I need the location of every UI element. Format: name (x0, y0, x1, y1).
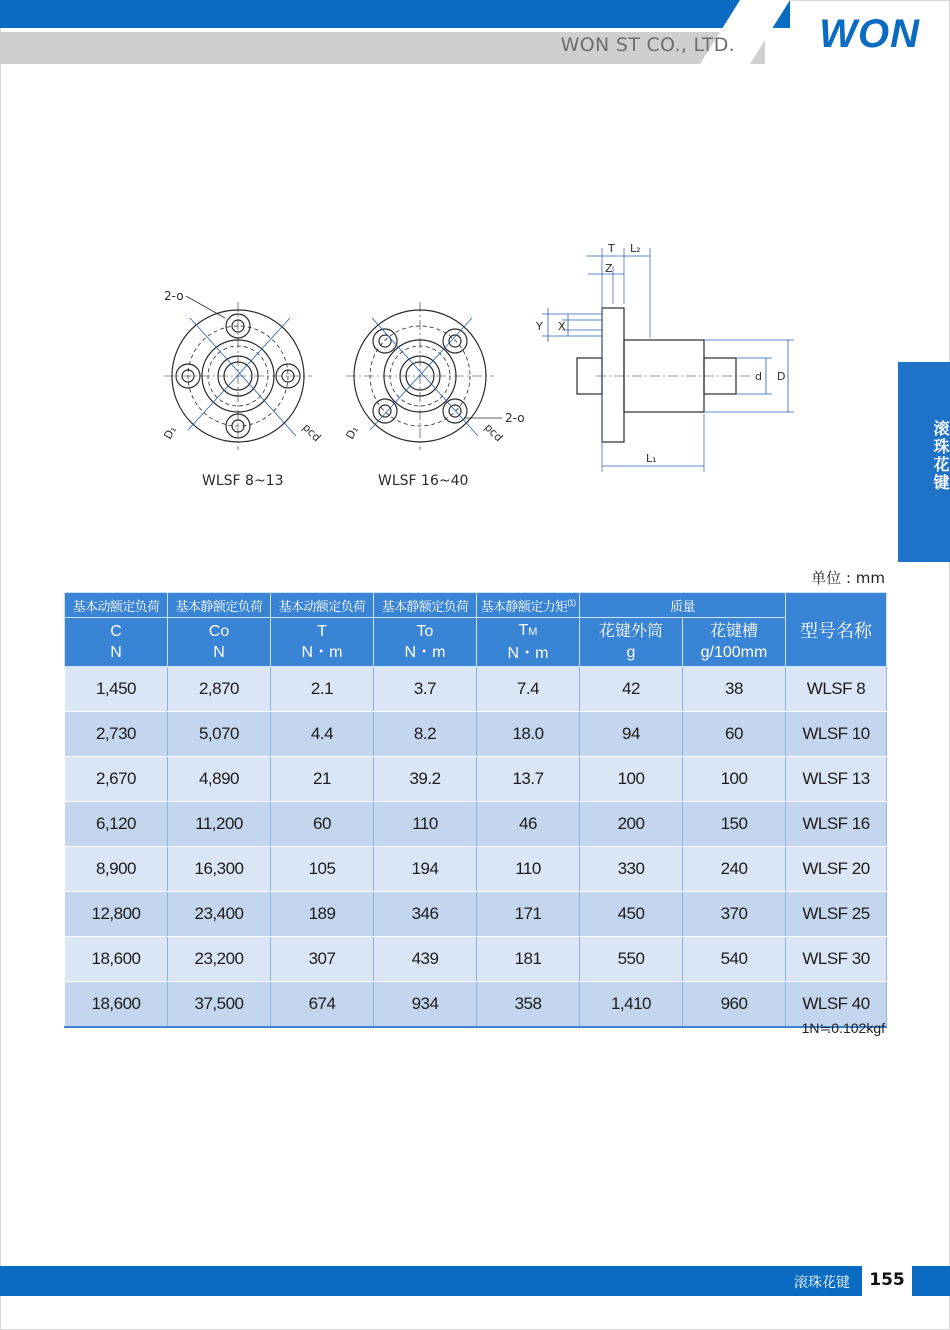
dim-d-label: d (755, 370, 762, 383)
cell: 3.7 (374, 667, 477, 712)
table-row (65, 757, 887, 802)
cell: 39.2 (374, 757, 477, 802)
cell: 38 (683, 667, 786, 712)
cell: 13.7 (477, 757, 580, 802)
cell: 7.4 (477, 667, 580, 712)
left-flange-view (164, 296, 312, 450)
cell: 150 (683, 802, 786, 847)
col-symbol-sub: M (528, 626, 538, 638)
cell: 358 (477, 982, 580, 1028)
header-col-t (271, 618, 374, 667)
col-symbol: 花键槽 (709, 623, 758, 640)
cell: 12,800 (65, 892, 168, 937)
cell: 550 (580, 937, 683, 982)
conversion-note: 1N≒0.102kgf (801, 1020, 885, 1036)
cell: 16,300 (168, 847, 271, 892)
cell: 1,410 (580, 982, 683, 1028)
cell: 110 (477, 847, 580, 892)
side-view (542, 248, 794, 472)
page-number: 155 (869, 1270, 905, 1290)
won-logo: WON (819, 12, 920, 56)
header-col-shaft-mass (683, 618, 786, 667)
header-col-tm (477, 618, 580, 667)
dim-t-label: T (608, 242, 615, 255)
cell: 23,400 (168, 892, 271, 937)
dim-x-label: X (558, 320, 566, 333)
cell: 450 (580, 892, 683, 937)
header-static-moment (477, 593, 580, 618)
header-col-outer-mass (580, 618, 683, 667)
cell: 60 (271, 802, 374, 847)
dim-l1-label: L₁ (646, 452, 657, 465)
cell: 18,600 (65, 982, 168, 1028)
header-blue-bar (0, 0, 790, 28)
table-row (65, 802, 887, 847)
col-symbol: C (110, 623, 122, 640)
cell: 21 (271, 757, 374, 802)
cell: 2.1 (271, 667, 374, 712)
cell: 94 (580, 712, 683, 757)
dim-l2-label: L₂ (630, 242, 641, 255)
cell: 37,500 (168, 982, 271, 1028)
cell: 18,600 (65, 937, 168, 982)
cell: 8,900 (65, 847, 168, 892)
cell: 110 (374, 802, 477, 847)
cell: WLSF 40 (786, 982, 887, 1028)
col-symbol: 花键外筒 (598, 623, 663, 640)
right-d1-label: D₁ (343, 423, 362, 442)
cell: 2,870 (168, 667, 271, 712)
right-model-label: WLSF 16~40 (378, 473, 469, 489)
cell: 5,070 (168, 712, 271, 757)
side-tab-label: 滚珠花键 (931, 420, 950, 492)
col-symbol: Co (208, 623, 230, 640)
cell: WLSF 16 (786, 802, 887, 847)
cell: 439 (374, 937, 477, 982)
cell: 8.2 (374, 712, 477, 757)
col-unit: N・m (404, 644, 446, 661)
cell: WLSF 20 (786, 847, 887, 892)
col-unit: N・m (507, 645, 549, 662)
col-unit: N (110, 644, 122, 661)
table-row (65, 667, 887, 712)
right-hole-label: 2-o (505, 411, 525, 425)
col-unit: g/100mm (700, 644, 768, 661)
left-hole-label: 2-o (164, 289, 184, 303)
cell: 1,450 (65, 667, 168, 712)
cell: 2,670 (65, 757, 168, 802)
cell: 540 (683, 937, 786, 982)
col-symbol: T (317, 623, 327, 640)
footer-section-label: 滚珠花键 (794, 1275, 850, 1291)
cell: 189 (271, 892, 374, 937)
cell: 100 (580, 757, 683, 802)
left-d1-label: D₁ (161, 423, 180, 442)
section-side-tab (898, 362, 950, 562)
cell: 18.0 (477, 712, 580, 757)
cell: 194 (374, 847, 477, 892)
cell: 307 (271, 937, 374, 982)
header-dynamic-torque: 基本动额定负荷 (271, 593, 374, 618)
cell: 4,890 (168, 757, 271, 802)
right-flange-view (346, 302, 502, 450)
header-mass: 质量 (580, 593, 786, 618)
table-row (65, 712, 887, 757)
right-pcd-label: pcd (481, 420, 506, 445)
spec-table (64, 592, 887, 1028)
cell: WLSF 25 (786, 892, 887, 937)
dim-z-label: Z (605, 262, 613, 275)
col-unit: N・m (301, 644, 343, 661)
header-model-name: 型号名称 (786, 593, 887, 667)
left-model-label: WLSF 8~13 (202, 473, 284, 489)
cell: WLSF 30 (786, 937, 887, 982)
header-moment-footnote: (1) (567, 598, 576, 608)
cell: 105 (271, 847, 374, 892)
cell: 4.4 (271, 712, 374, 757)
flange-drawing-svg (150, 240, 800, 500)
table-row (65, 937, 887, 982)
col-unit: N (213, 644, 225, 661)
dim-y-label: Y (536, 320, 543, 333)
cell: 23,200 (168, 937, 271, 982)
cell: 171 (477, 892, 580, 937)
table-row (65, 847, 887, 892)
cell: 100 (683, 757, 786, 802)
cell: 42 (580, 667, 683, 712)
cell: WLSF 10 (786, 712, 887, 757)
cell: 240 (683, 847, 786, 892)
company-name: WON ST CO., LTD. (560, 34, 735, 56)
cell: 370 (683, 892, 786, 937)
cell: 2,730 (65, 712, 168, 757)
header-col-to (374, 618, 477, 667)
table-row (65, 892, 887, 937)
cell: 934 (374, 982, 477, 1028)
header-col-co (168, 618, 271, 667)
dim-big-d-label: D (777, 370, 786, 383)
cell: 11,200 (168, 802, 271, 847)
cell: 181 (477, 937, 580, 982)
cell: 960 (683, 982, 786, 1028)
cell: 200 (580, 802, 683, 847)
header-static-moment-text: 基本静额定力矩 (480, 598, 568, 614)
cell: 346 (374, 892, 477, 937)
cell: 330 (580, 847, 683, 892)
cell: WLSF 8 (786, 667, 887, 712)
header-static-load: 基本静额定负荷 (168, 593, 271, 618)
cell: 674 (271, 982, 374, 1028)
cell: WLSF 13 (786, 757, 887, 802)
technical-drawing (150, 240, 800, 500)
cell: 60 (683, 712, 786, 757)
col-symbol: T (518, 622, 529, 639)
unit-note: 单位 : mm (811, 569, 885, 587)
header-col-c (65, 618, 168, 667)
col-symbol: To (416, 623, 434, 640)
col-unit: g (626, 644, 636, 661)
header-dynamic-load: 基本动额定负荷 (65, 593, 168, 618)
cell: 6,120 (65, 802, 168, 847)
left-pcd-label: pcd (299, 420, 324, 445)
header-static-torque: 基本静额定负荷 (374, 593, 477, 618)
cell: 46 (477, 802, 580, 847)
